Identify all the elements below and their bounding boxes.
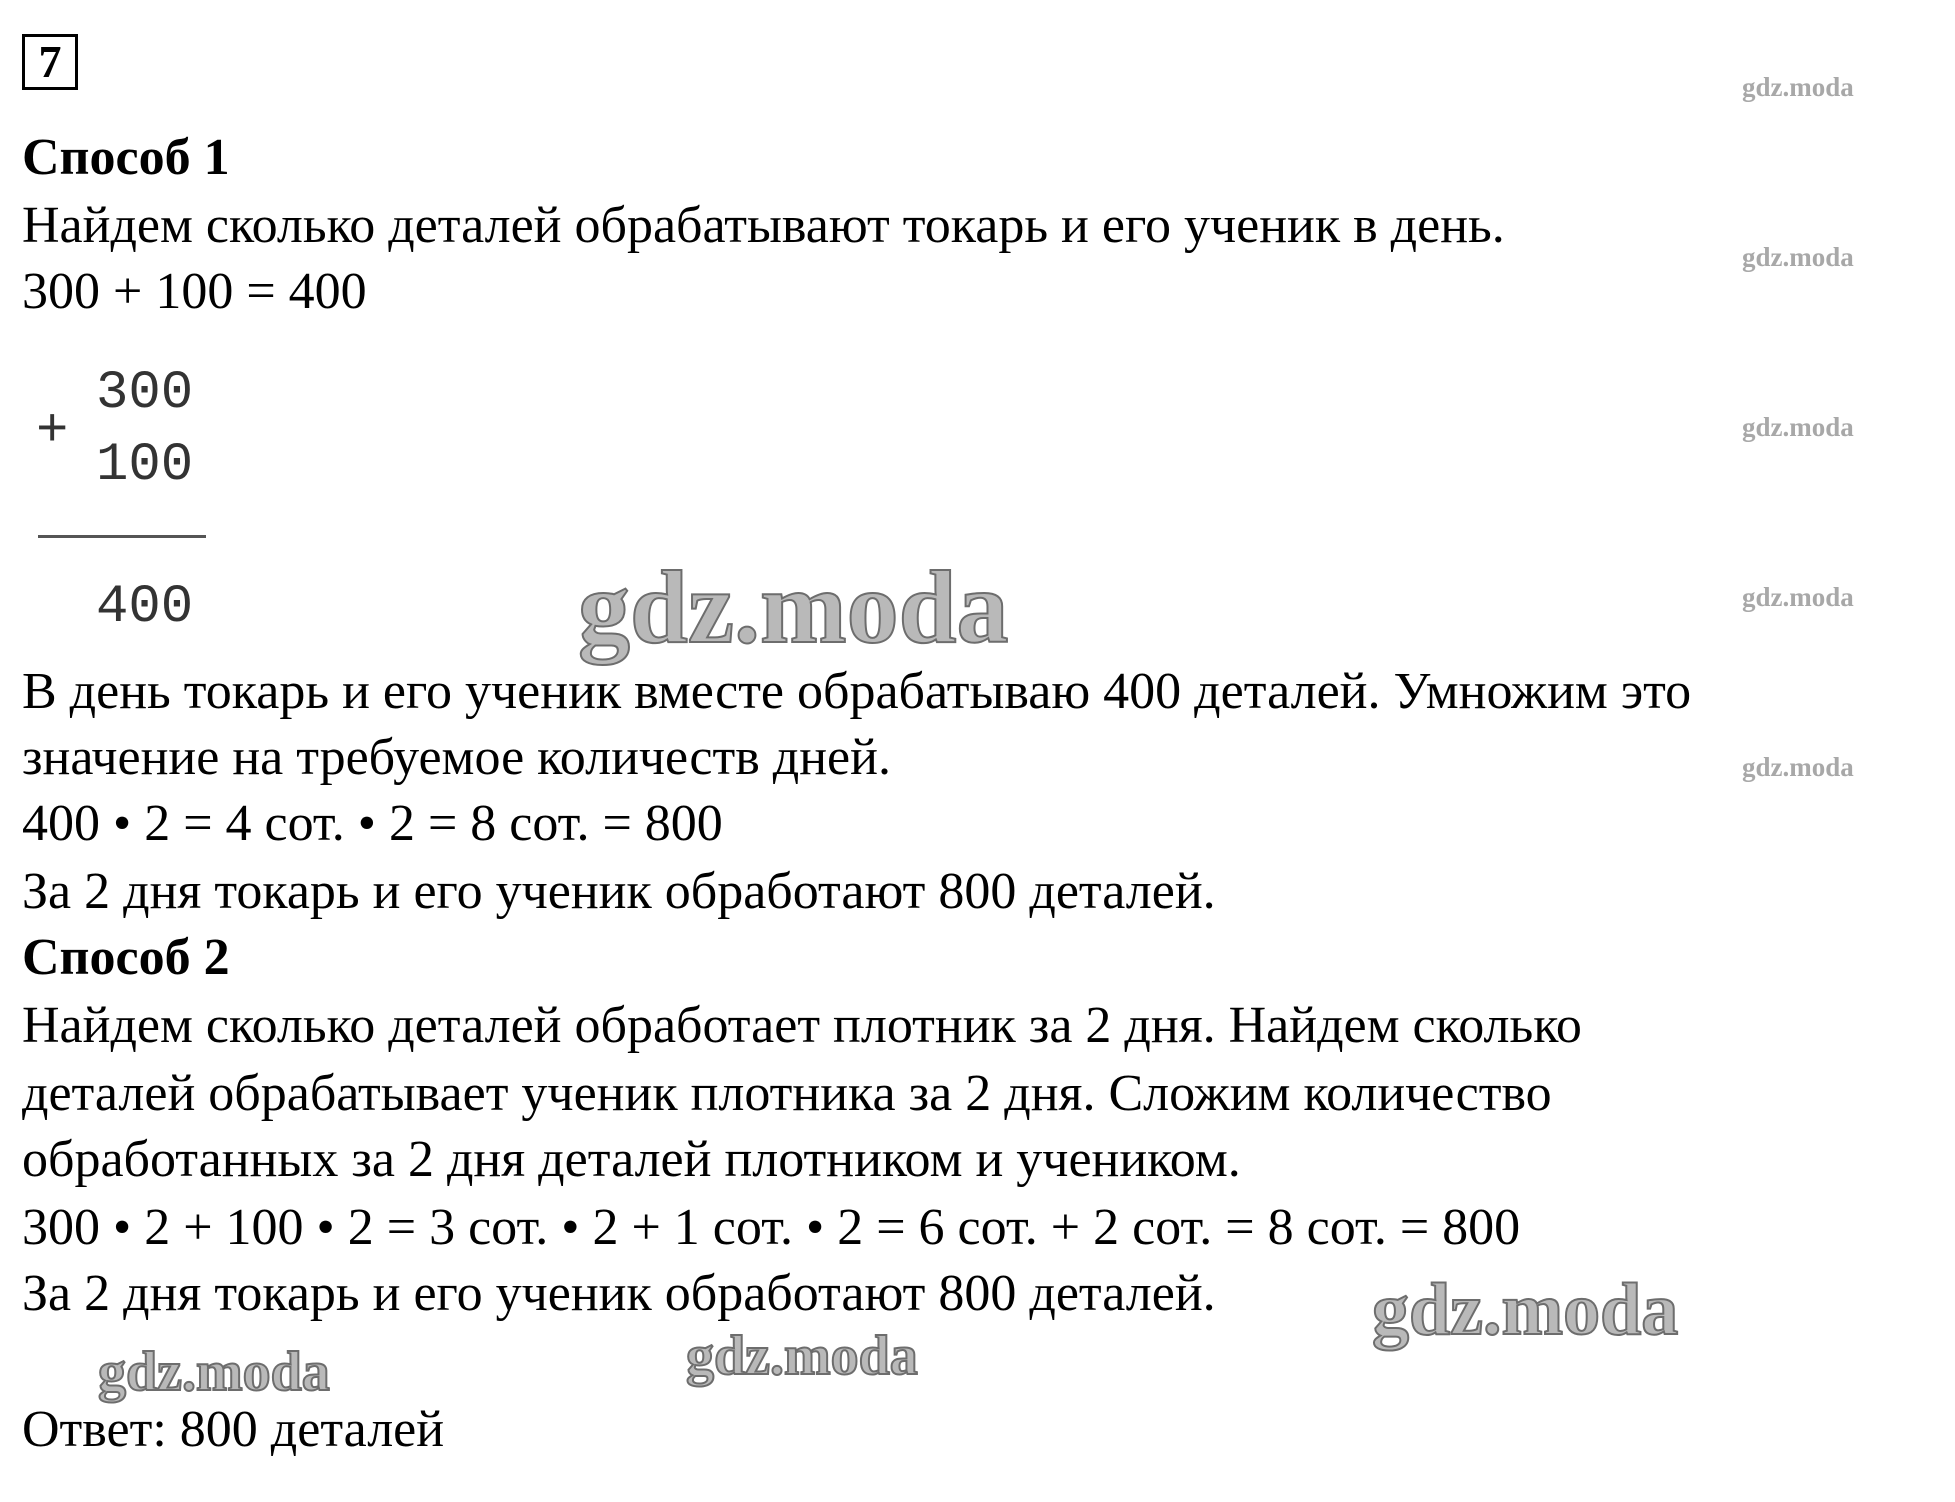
method2-line5: За 2 дня токарь и его ученик обработают 800 деталей. xyxy=(22,1265,1216,1322)
column-bottom: 100 xyxy=(96,435,194,496)
watermark-small-4: gdz.moda xyxy=(1742,582,1854,612)
method1-line4: значение на требуемое количеств дней. xyxy=(22,729,891,786)
method1-line3: В день токарь и его ученик вместе обрабатываю 400 деталей. Умножим это xyxy=(22,663,1692,720)
answer: Ответ: 800 деталей xyxy=(22,1401,445,1458)
method1-line2: 300 + 100 = 400 xyxy=(22,263,367,320)
watermark-big-2: gdz.moda xyxy=(1372,1269,1679,1351)
column-sign: + xyxy=(36,401,69,462)
column-top: 300 xyxy=(96,363,194,424)
watermark-small-5: gdz.moda xyxy=(1742,752,1854,782)
watermark-small-3: gdz.moda xyxy=(1742,412,1854,442)
watermark-big-3: gdz.moda xyxy=(98,1341,330,1403)
watermark-small-2: gdz.moda xyxy=(1742,242,1854,272)
column-bar xyxy=(38,535,206,538)
method2-line1: Найдем сколько деталей обработает плотник за 2 дня. Найдем сколько xyxy=(22,997,1582,1054)
watermark-small-1: gdz.moda xyxy=(1742,72,1854,102)
method2-line4: 300 • 2 + 100 • 2 = 3 сот. • 2 + 1 сот. • 2 = 6 сот. + 2 сот. = 8 сот. = 800 xyxy=(22,1199,1521,1256)
method1-heading: Способ 1 xyxy=(22,129,230,186)
method2-line2: деталей обрабатывает ученик плотника за 2 дня. Сложим количество xyxy=(22,1065,1552,1122)
task-number: 7 xyxy=(22,34,78,90)
watermark-big-4: gdz.moda xyxy=(686,1325,918,1387)
method1-line5: 400 • 2 = 4 сот. • 2 = 8 сот. = 800 xyxy=(22,795,723,852)
method2-heading: Способ 2 xyxy=(22,929,230,986)
column-result: 400 xyxy=(96,577,194,638)
method1-line6: За 2 дня токарь и его ученик обработают 800 деталей. xyxy=(22,863,1216,920)
method1-line1: Найдем сколько деталей обрабатывают токарь и его ученик в день. xyxy=(22,197,1505,254)
watermark-big-1: gdz.moda xyxy=(578,550,1009,665)
method2-line3: обработанных за 2 дня деталей плотником и учеником. xyxy=(22,1131,1241,1188)
